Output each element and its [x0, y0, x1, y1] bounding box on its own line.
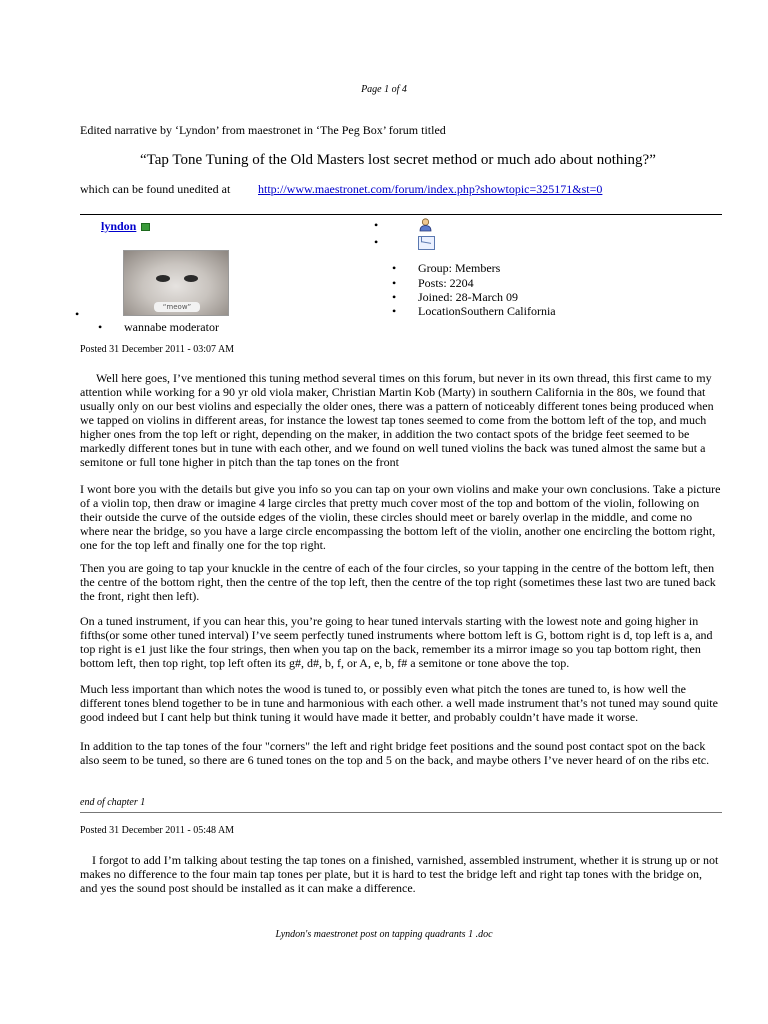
post1-paragraph-5: Much less important than which notes the wood is tuned to, or possibly even what pitch the tones are tuned to, is how well the different tones blend together to be in tune and harmonious with each other. a well made instrument that’s not tuned may sound quite good indeed but I cant help but think tuning it would have made it better, and probably couldn’t have made it worse. — [80, 682, 718, 724]
post1-paragraph-2: I wont bore you with the details but give you info so you can tap on your own violins and make your own conclusions. Take a picture of a violin top, then draw or imagine 4 large circles that pretty much cover most of the top and bottom of the violin, following on their outside the curve of the outside edges of the violin, these circles should meet or barely overlap in the middle, and come no where near the bridge, so you have a large circle encompassing the bottom left of the violin, another one encircling the bottom right, one for the top left and finally one for the top right. — [80, 482, 721, 552]
page-header: Page 1 of 4 — [361, 84, 407, 95]
thread-title: “Tap Tone Tuning of the Old Masters lost secret method or much ado about nothing?” — [140, 152, 656, 168]
unedited-label: which can be found unedited at — [80, 182, 231, 196]
mail-icon[interactable] — [418, 236, 435, 250]
chapter-end-label: end of chapter 1 — [80, 797, 146, 808]
post1-paragraph-3: Then you are going to tap your knuckle in the centre of each of the four circles, so your tapping in the centre of the bottom left, then the centre of the bottom right, then the centre of the top left, then the centre of the top right (sometimes these last two are tuned back the front, right then left). — [80, 561, 716, 603]
username-link[interactable]: lyndon — [101, 219, 137, 233]
post2-timestamp: Posted 31 December 2011 - 05:48 AM — [80, 825, 235, 836]
stat-location: • LocationSouthern California — [418, 304, 556, 319]
avatar-caption: “meow” — [154, 302, 200, 312]
person-icon[interactable] — [418, 218, 433, 232]
intro-line: Edited narrative by ‘Lyndon’ from maestronet in ‘The Peg Box’ forum titled — [80, 123, 446, 137]
divider — [80, 812, 722, 813]
post1-timestamp: Posted 31 December 2011 - 03:07 AM — [80, 344, 235, 355]
post2-paragraph: I forgot to add I’m talking about testing the tap tones on a finished, varnished, assembled instrument, whether it is strung up or not makes no difference to the four main tap tones per plate, but it is hard to test the bridge left and right tap tones with the bridge on, and yes the sound post should be installed as it can make a difference. — [80, 853, 719, 895]
avatar — [123, 250, 229, 316]
page-footer: Lyndon's maestronet post on tapping quadrants 1 .doc — [275, 929, 493, 940]
post1-paragraph-6: In addition to the tap tones of the four "corners" the left and right bridge feet positions and the sound post contact spot on the back also seem to be tuned, so there are 6 tuned tones on the top and 5 on the back, and maybe others I’ve never heard of on the ribs etc. — [80, 739, 710, 767]
post1-paragraph-4: On a tuned instrument, if you can hear this, you’re going to hear tuned intervals starting with the lowest note and going higher in fifths(or some other tuned interval) I’ve seem perfectly tuned instruments where bottom left is G, bottom right is d, top left is a, and top right is e1 just like the four strings, then when you tap on the back, remember its a mirror image so you tap bottom right, then bottom left, then top right, top left often its g#, d#, b, f, or A, e, b, f# a semitone or tone above the top. — [80, 614, 713, 670]
stat-joined: • Joined: 28-March 09 — [418, 290, 518, 305]
post1-paragraph-1: Well here goes, I’ve mentioned this tuning method several times on this forum, but never in its own thread, this first came to my attention while working for a 90 yr old viola maker, Christian Martin Kob (Marty) in southern California in the 80s, we found that usually only on our best violins and especially the older ones, there was a pattern of noticeably different tones being produced when we tapped on violins in different areas, for instance the lowest tap tones seemed to come from the bottom left of the top, and much higher ones from the top left or right, depending on the maker, in addition the two contact spots of the bridge feet seemed to be markedly different tones but in tune with each other, and we found on well tuned violins the back was tuned almost the same but a semitone or full tone higher in pitch than the tap tones on the front — [80, 371, 714, 469]
avatar-eye-left — [156, 275, 170, 282]
source-link[interactable]: http://www.maestronet.com/forum/index.php?showtopic=325171&st=0 — [258, 182, 603, 196]
divider — [80, 214, 722, 215]
rank-label: • wannabe moderator — [124, 320, 219, 335]
stat-group: • Group: Members — [418, 261, 500, 276]
online-status-icon — [141, 223, 150, 231]
stat-posts: • Posts: 2204 — [418, 276, 474, 291]
avatar-eye-right — [184, 275, 198, 282]
unedited-line — [80, 182, 603, 197]
